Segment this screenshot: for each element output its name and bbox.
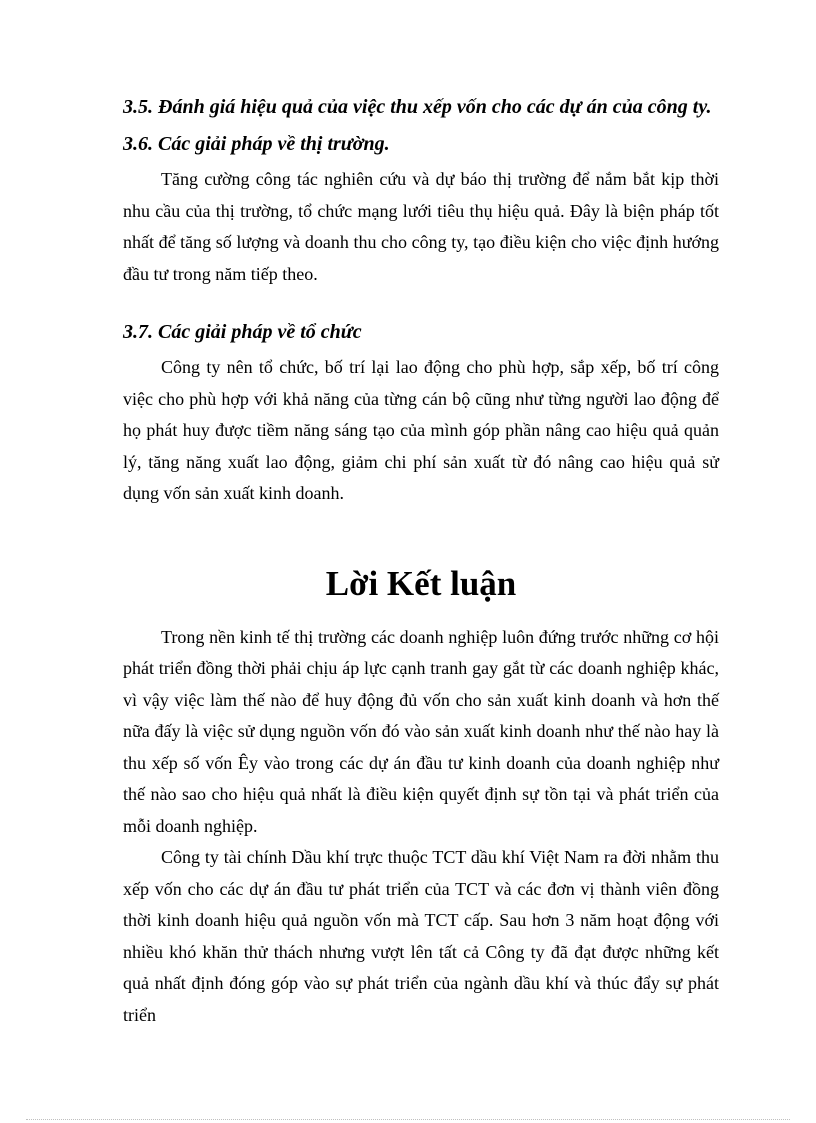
conclusion-paragraph-1: Trong nền kinh tế thị trường các doanh nghiệp luôn đứng trước những cơ hội phát triển đồng thời phải chịu áp lực cạnh tranh gay gắt từ các doanh nghiệp khác, vì vậy việc làm thế nào để huy động đủ vốn cho sản xuất kinh doanh và hơn thế nữa đấy là việc sử dụng nguồn vốn đó vào sản xuất kinh doanh như thế nào hay là thu xếp số vốn Êy vào trong các dự án đầu tư kinh doanh của doanh nghiệp như thế nào sao cho hiệu quả nhất là điều kiện quyết định sự tồn tại và phát triển của mỗi doanh nghiệp.: [123, 626, 719, 836]
document-page: [123, 96, 719, 1031]
section-3-7-heading: 3.7. Các giải pháp về tổ chức: [123, 321, 362, 343]
conclusion-paragraph-2: Công ty tài chính Dầu khí trực thuộc TCT dầu khí Việt Nam ra đời nhằm thu xếp vốn cho các dự án đầu tư phát triển của TCT và các đơn vị thành viên đồng thời kinh doanh hiệu quả nguồn vốn mà TCT cấp. Sau hơn 3 năm hoạt động với nhiều khó khăn thử thách nhưng vượt lên tất cả Công ty đã đạt được những kết quả nhất định đóng góp vào sự phát triển của ngành dầu khí và thúc đẩy sự phát triển: [123, 847, 719, 1025]
section-3-6-paragraph: Tăng cường công tác nghiên cứu và dự báo thị trường để nắm bắt kịp thời nhu cầu của thị trường, tổ chức mạng lưới tiêu thụ hiệu quả. Đây là biện pháp tốt nhất để tăng số lượng và doanh thu cho công ty, tạo điều kiện cho việc định hướng đầu tư trong năm tiếp theo.: [123, 169, 719, 284]
section-3-7-paragraph: Công ty nên tổ chức, bố trí lại lao động cho phù hợp, sắp xếp, bố trí công việc cho phù hợp với khả năng của từng cán bộ cũng như từng người lao động để họ phát huy được tiềm năng sáng tạo của mình góp phần nâng cao hiệu quả quản lý, tăng năng xuất lao động, giảm chi phí sản xuất từ đó nâng cao hiệu quả sử dụng vốn sản xuất kinh doanh.: [123, 357, 719, 503]
section-3-5-heading: 3.5. Đánh giá hiệu quả của việc thu xếp vốn cho các dự án của công ty.: [123, 96, 712, 118]
section-3-6-heading: 3.6. Các giải pháp về thị trường.: [123, 133, 390, 155]
conclusion-title: Lời Kết luận: [325, 563, 517, 603]
page-footer-divider: [26, 1119, 790, 1120]
